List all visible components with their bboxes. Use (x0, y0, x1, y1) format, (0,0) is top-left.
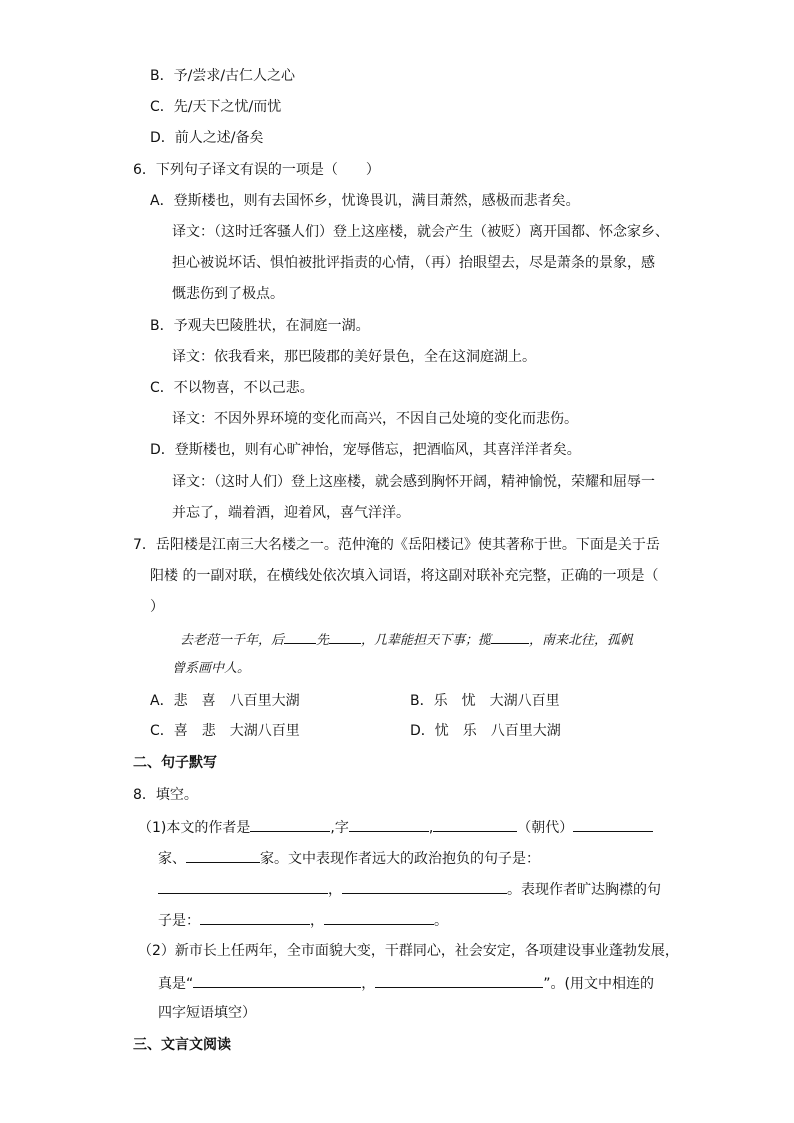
q6-stem: 6．下列句子译文有误的一项是（ ） (133, 162, 380, 178)
q6-option-b: B．予观夫巴陵胜状，在洞庭一湖。 (150, 318, 370, 334)
q6-option-d: D．登斯楼也，则有心旷神怡，宠辱偕忘，把酒临风，其喜洋洋者矣。 (150, 442, 581, 458)
q8-blank-phrase-1[interactable] (193, 973, 361, 988)
q8-blank-author[interactable] (250, 817, 330, 832)
q6-option-a-translation-3: 慨悲伤到了极点。 (172, 286, 284, 302)
q8-blank-ambition-1[interactable] (158, 879, 328, 894)
q8-text: （1)本文的作者是 (138, 820, 251, 836)
q8-blank-broad-mind-2[interactable] (324, 910, 434, 925)
q6-option-b-translation: 译文：依我看来，那巴陵郡的美好景色，全在这洞庭湖上。 (172, 349, 536, 365)
section-heading-3: 三、文言文阅读 (133, 1037, 231, 1053)
q8-part1-line-1 (138, 817, 653, 837)
q8-text: 。表现作者旷达胸襟的句 (507, 882, 661, 898)
couplet-text-a: 去老范一千年，后 (180, 633, 285, 648)
q6-option-d-translation-2: 并忘了，端着酒，迎着风，喜气洋洋。 (172, 505, 410, 521)
couplet-blank-1[interactable] (284, 629, 316, 644)
q8-blank-broad-mind-1[interactable] (200, 910, 310, 925)
q6-option-a-translation-2: 担心被说坏话、惧怕被批评指责的心情，（再）抬眼望去，尽是萧条的景象，感 (172, 255, 655, 271)
q7-option-c: C．喜 悲 大湖八百里 (150, 723, 300, 739)
q6-option-d-translation-1: 译文：（这时人们）登上这座楼，就会感到胸怀开阔，精神愉悦，荣耀和屈辱一 (172, 474, 655, 490)
q8-part1-line-4 (158, 910, 448, 930)
q6-option-a-translation-1: 译文：（这时迁客骚人们）登上这座楼，就会产生（被贬）离开国都、怀念家乡、 (172, 224, 669, 240)
q8-part1-line-2 (158, 848, 540, 868)
q7-stem-2: 阳楼 的一副对联，在横线处依次填入词语，将这副对联补充完整，正确的一项是（ (150, 568, 659, 584)
couplet-text-b: 先 (316, 633, 330, 648)
q6-option-c: C．不以物喜，不以己悲。 (150, 380, 314, 396)
q8-text: , (428, 820, 434, 836)
q8-text: ， (361, 976, 376, 992)
q8-text: 家、 (158, 851, 186, 867)
q8-stem: 8．填空。 (133, 787, 198, 803)
couplet-text-c: ，几辈能担天下事；揽 (361, 633, 492, 648)
q8-part1-line-3 (158, 879, 661, 899)
q7-stem-3: ） (150, 599, 164, 615)
q8-text: ,字 (330, 820, 349, 836)
q8-text: 家。文中表现作者远大的政治抱负的句子是： (260, 851, 540, 867)
q8-blank-ambition-2[interactable] (342, 879, 507, 894)
q5-option-b: B．予/尝求/古仁人之心 (150, 68, 296, 84)
q7-stem-1: 7．岳阳楼是江南三大名楼之一。范仲淹的《岳阳楼记》使其著称于世。下面是关于岳 (133, 537, 660, 553)
couplet-blank-2[interactable] (329, 629, 361, 644)
q8-part2-line-2 (158, 973, 654, 993)
q6-option-c-translation: 译文：不因外界环境的变化而高兴，不因自己处境的变化而悲伤。 (172, 411, 578, 427)
q8-part2-line-3: 四字短语填空） (158, 1005, 256, 1021)
q6-option-a: A．登斯楼也，则有去国怀乡，忧谗畏讥，满目萧然，感极而悲者矣。 (150, 193, 580, 209)
q8-part2-line-1: （2）新市长上任两年，全市面貌大变，干群同心，社会安定，各项建设事业蓬勃发展， (138, 943, 679, 959)
q7-option-d: D．忧 乐 八百里大湖 (410, 723, 561, 739)
q8-text: 。 (434, 913, 448, 929)
q5-option-c: C．先/天下之忧/而忧 (150, 99, 282, 115)
couplet-text-e: 曾系画中人。 (172, 661, 251, 676)
q7-option-b: B．乐 忧 大湖八百里 (410, 693, 560, 709)
q8-text: ”。(用文中相连的 (543, 976, 654, 992)
q5-option-d: D．前人之述/备矣 (150, 130, 264, 146)
q8-text: 子是： (158, 913, 200, 929)
q8-blank-phrase-2[interactable] (375, 973, 543, 988)
q8-blank-courtesy-name[interactable] (349, 817, 429, 832)
q8-text: 真是“ (158, 976, 194, 992)
q8-text: （朝代） (517, 820, 574, 836)
q7-option-a: A．悲 喜 八百里大湖 (150, 693, 300, 709)
q8-text: ， (310, 913, 324, 929)
q7-couplet-line-1 (180, 629, 633, 650)
q8-blank-dynasty[interactable] (433, 817, 517, 832)
q8-blank-role-1[interactable] (573, 817, 653, 832)
q8-text: ， (328, 882, 342, 898)
section-heading-2: 二、句子默写 (133, 755, 217, 771)
couplet-blank-3[interactable] (491, 629, 529, 644)
q8-blank-role-2[interactable] (186, 848, 260, 863)
couplet-text-d: ，南来北往，孤帆 (529, 633, 634, 648)
